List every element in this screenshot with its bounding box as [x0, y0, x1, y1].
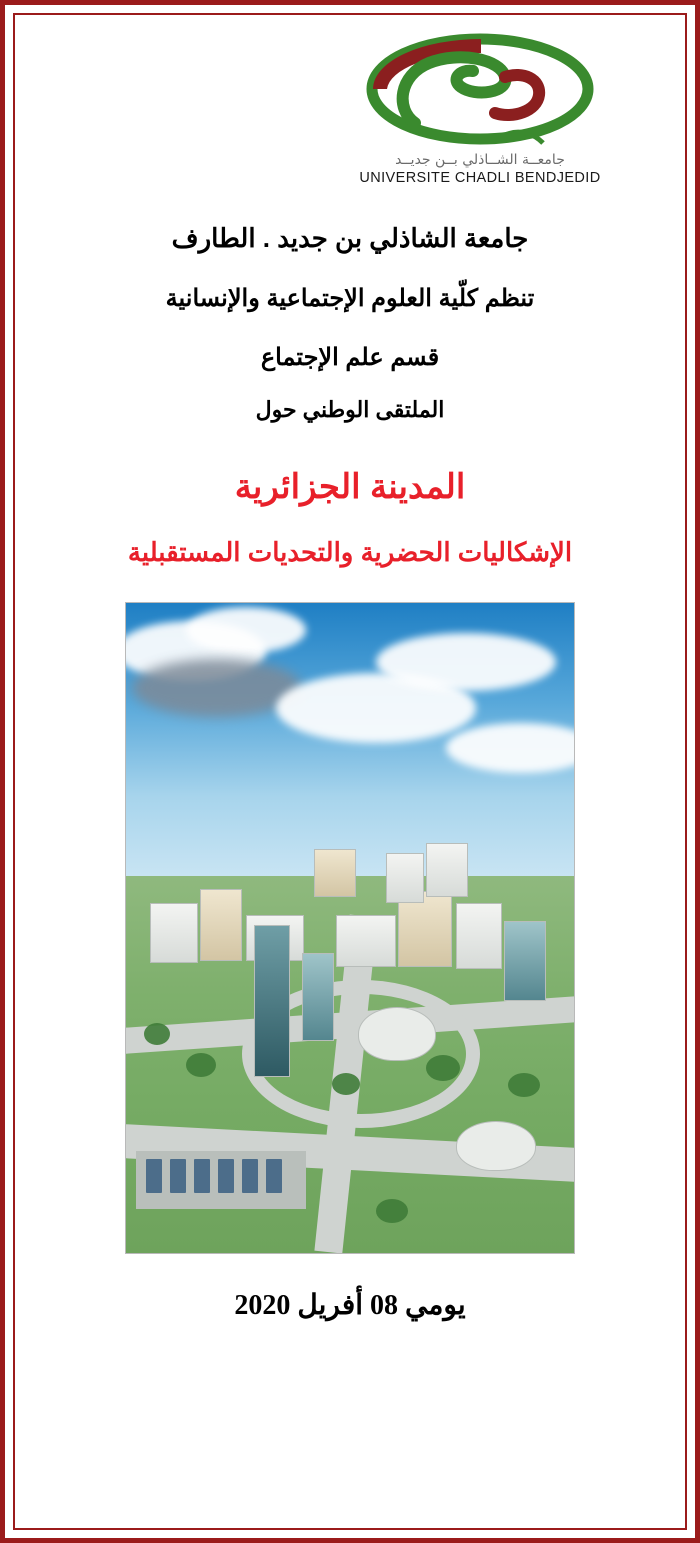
- headings-block: [39, 204, 661, 568]
- page-title: المدينة الجزائرية: [234, 467, 466, 506]
- logo-caption-french: UNIVERSITE CHADLI BENDJEDID: [359, 170, 601, 186]
- cloud-shape: [376, 633, 556, 691]
- building-shape: [426, 843, 468, 897]
- car-shape: [218, 1159, 234, 1193]
- university-emblem-icon: [355, 31, 605, 156]
- car-shape: [194, 1159, 210, 1193]
- tree-shape: [144, 1023, 170, 1045]
- tree-shape: [186, 1053, 216, 1077]
- cloud-shape: [186, 607, 306, 653]
- poster-inner-frame: [13, 13, 687, 1530]
- tree-shape: [332, 1073, 360, 1095]
- arena-shape: [456, 1121, 536, 1171]
- logo-wrap: [345, 31, 615, 186]
- stadium-shape: [358, 1007, 436, 1061]
- event-date: يومي 08 أفريل 2020: [234, 1289, 466, 1321]
- building-shape: [504, 921, 546, 1001]
- building-shape: [456, 903, 502, 969]
- heading-department: قسم علم الإجتماع: [260, 344, 440, 372]
- building-shape: [336, 915, 396, 967]
- heading-university: جامعة الشاذلي بن جديد . الطارف: [171, 223, 529, 253]
- logo-block: [39, 31, 661, 186]
- car-shape: [242, 1159, 258, 1193]
- tree-shape: [426, 1055, 460, 1081]
- building-shape: [200, 889, 242, 961]
- heading-event-type: الملتقى الوطني حول: [255, 396, 445, 422]
- logo-caption-arabic: جامعــة الشــاذلي بــن جديــد: [395, 152, 565, 168]
- car-shape: [170, 1159, 186, 1193]
- tree-shape: [376, 1199, 408, 1223]
- tree-shape: [508, 1073, 540, 1097]
- building-shape: [386, 853, 424, 903]
- tower-shape: [302, 953, 334, 1041]
- car-shape: [146, 1159, 162, 1193]
- heading-faculty: تنظم كلّية العلوم الإجتماعية والإنسانية: [165, 285, 535, 313]
- car-shape: [266, 1159, 282, 1193]
- building-shape: [150, 903, 198, 963]
- building-shape: [314, 849, 356, 897]
- aerial-city-photo: [125, 602, 575, 1254]
- tower-shape: [254, 925, 290, 1077]
- page-subtitle: الإشكاليات الحضرية والتحديات المستقبلية: [127, 536, 573, 567]
